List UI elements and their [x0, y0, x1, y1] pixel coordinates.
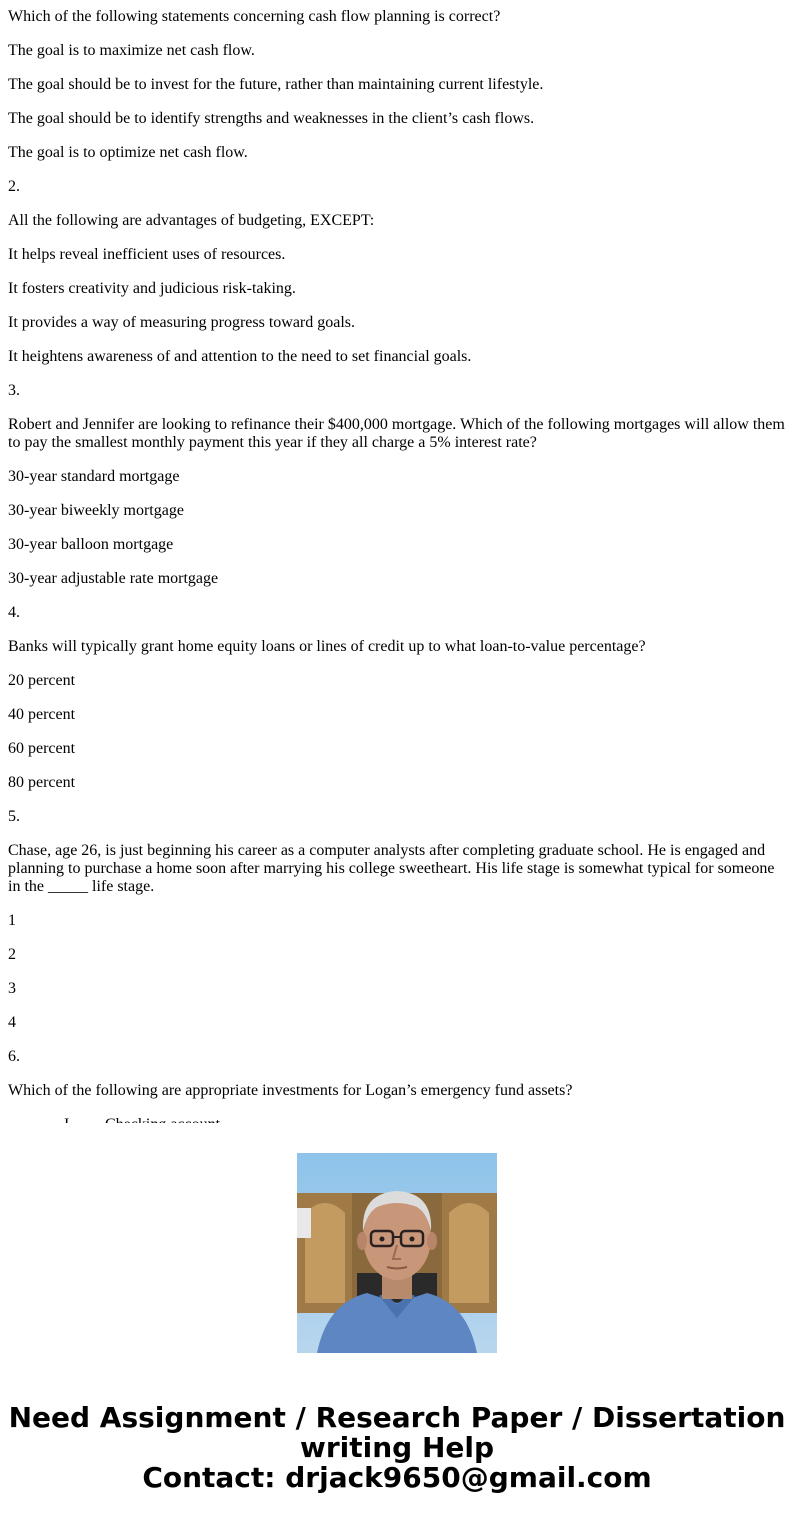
promo-line-2: writing Help [299, 1431, 495, 1464]
question-3-text: Robert and Jennifer are looking to refinance their $400,000 mortgage. Which of the following mortgages will allow them to pay the smallest monthly payment this year if they all charge a 5% interest rate? [8, 416, 785, 451]
promo-message [0, 1403, 794, 1493]
question-3-number: 3. [8, 382, 20, 399]
question-3-option-c: 30-year balloon mortgage [8, 536, 174, 553]
promo-banner [0, 1123, 794, 1523]
question-6-number: 6. [8, 1048, 20, 1065]
question-5-option-a: 1 [8, 912, 16, 929]
question-1-option-c: The goal should be to identify strengths and weaknesses in the client’s cash flows. [8, 110, 535, 127]
question-2-option-c: It provides a way of measuring progress toward goals. [8, 314, 356, 331]
document-body [8, 0, 786, 1123]
question-4-option-b: 40 percent [8, 706, 76, 723]
question-3-option-d: 30-year adjustable rate mortgage [8, 570, 219, 587]
question-2-option-a: It helps reveal inefficient uses of resources. [8, 246, 286, 263]
question-2-option-d: It heightens awareness of and attention to the need to set financial goals. [8, 348, 472, 365]
question-4-option-d: 80 percent [8, 774, 76, 791]
question-1-option-b: The goal should be to invest for the future, rather than maintaining current lifestyle. [8, 76, 544, 93]
question-2-text: All the following are advantages of budgeting, EXCEPT: [8, 212, 375, 229]
author-photo-illustration [297, 1153, 497, 1353]
question-3-option-a: 30-year standard mortgage [8, 468, 180, 485]
question-2-number: 2. [8, 178, 20, 195]
question-5-option-d: 4 [8, 1014, 16, 1031]
question-1-option-d: The goal is to optimize net cash flow. [8, 144, 248, 161]
promo-contact: Contact: drjack9650@gmail.com [142, 1461, 652, 1494]
question-1-option-a: The goal is to maximize net cash flow. [8, 42, 255, 59]
question-5-option-b: 2 [8, 946, 16, 963]
question-6-text: Which of the following are appropriate investments for Logan’s emergency fund assets? [8, 1082, 573, 1099]
promo-line-1: Need Assignment / Research Paper / Dissertation [8, 1401, 786, 1434]
question-3-option-b: 30-year biweekly mortgage [8, 502, 184, 519]
avatar [297, 1153, 497, 1353]
question-4-option-a: 20 percent [8, 672, 76, 689]
question-5-text: Chase, age 26, is just beginning his career as a computer analysts after completing graduate school. He is engaged and planning to purchase a home soon after marrying his college sweetheart. His life stage is somewhat typical for someone in the _____ life stage. [8, 842, 775, 895]
question-5-option-c: 3 [8, 980, 16, 997]
question-4-option-c: 60 percent [8, 740, 76, 757]
question-5-number: 5. [8, 808, 20, 825]
question-1-text: Which of the following statements concerning cash flow planning is correct? [8, 8, 501, 25]
question-4-text: Banks will typically grant home equity loans or lines of credit up to what loan-to-value percentage? [8, 638, 646, 655]
question-2-option-b: It fosters creativity and judicious risk-taking. [8, 280, 296, 297]
question-4-number: 4. [8, 604, 20, 621]
